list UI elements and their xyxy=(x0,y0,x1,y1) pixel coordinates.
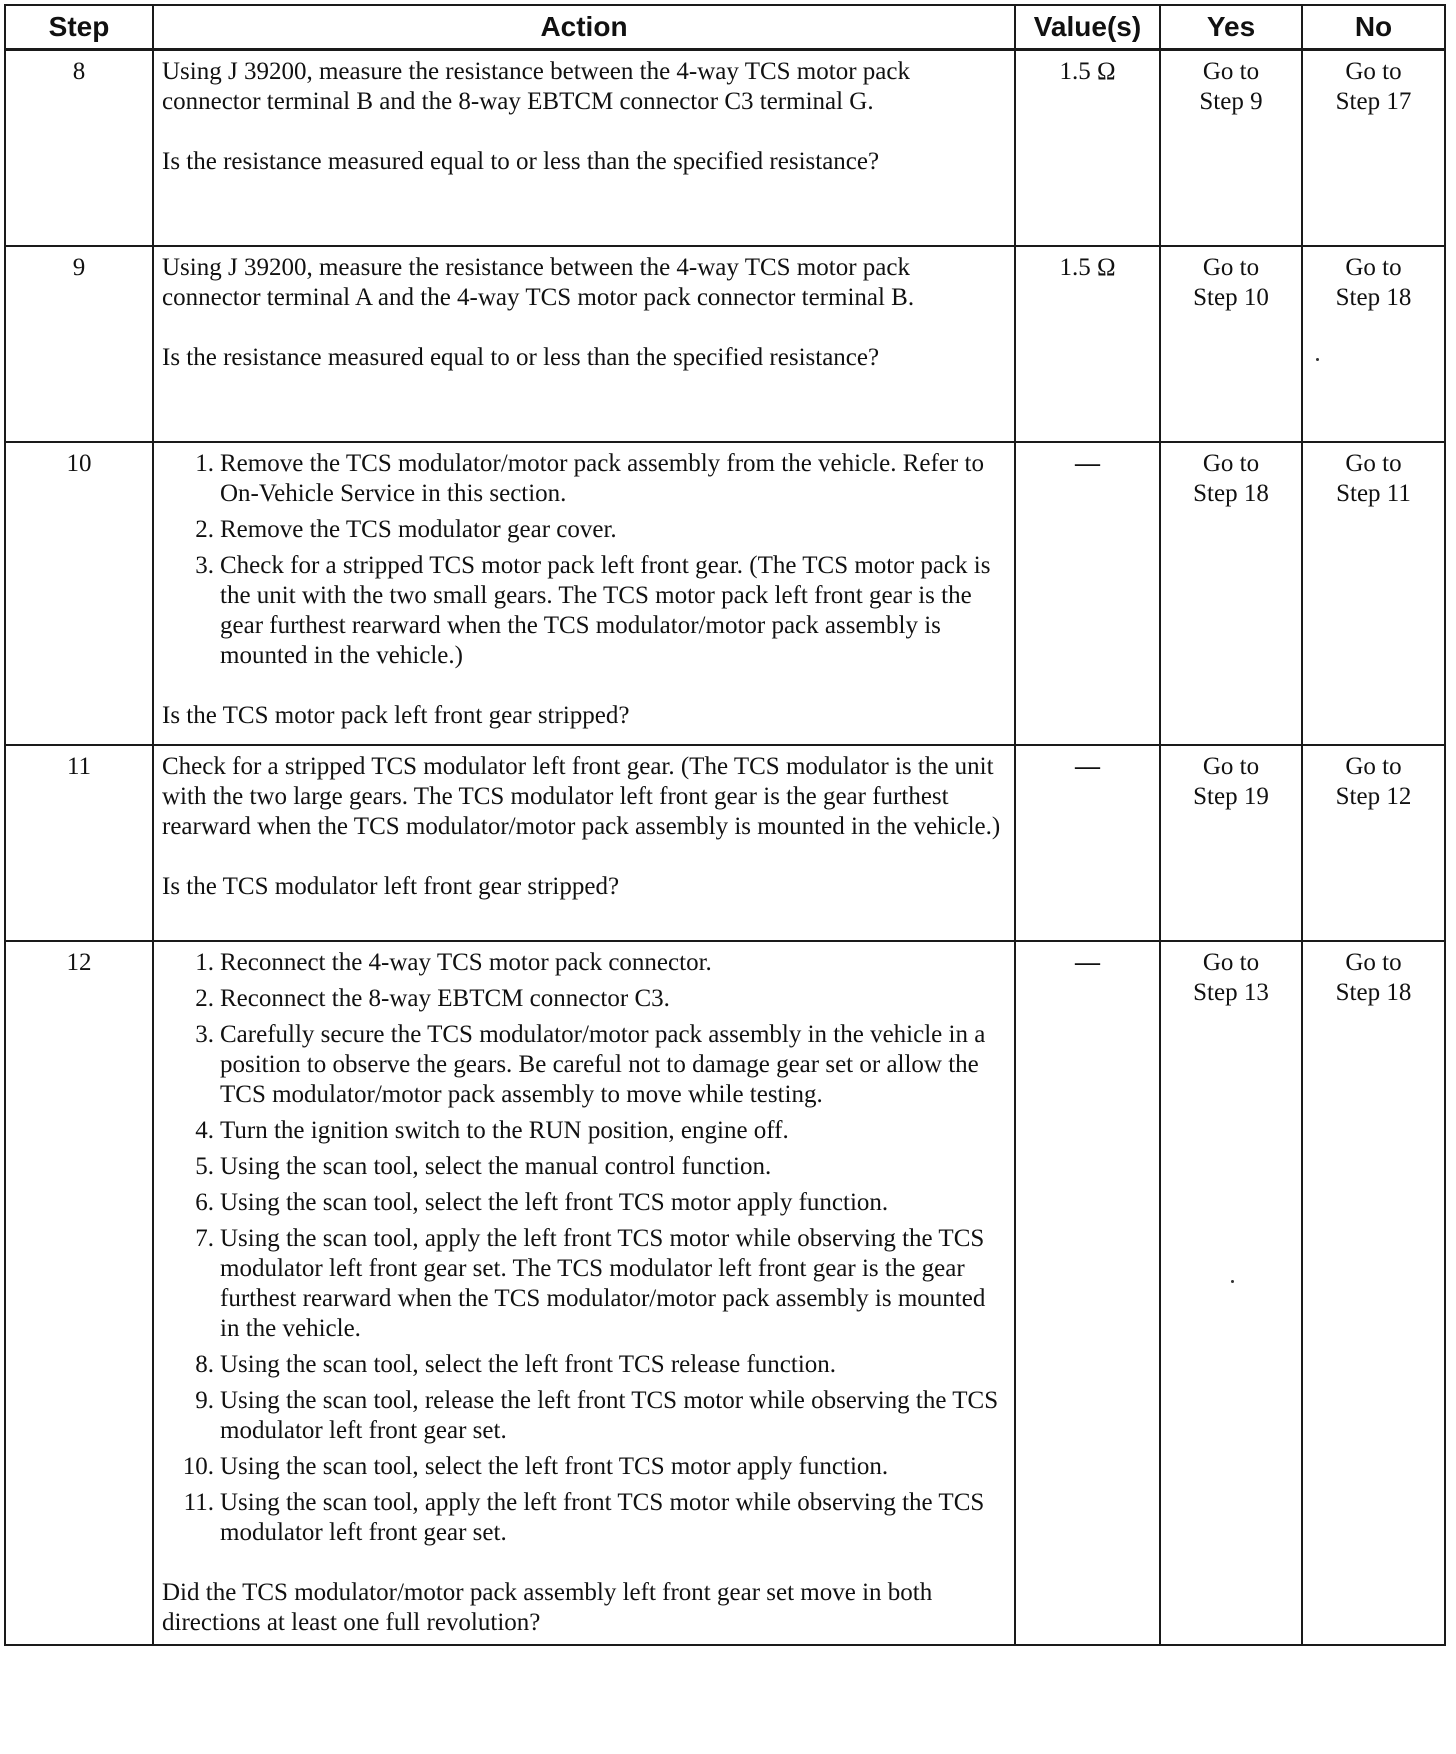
no-goto: Go to xyxy=(1345,253,1402,281)
value-cell xyxy=(1015,941,1160,1645)
yes-goto: Go to xyxy=(1202,253,1260,281)
no-step-link: Step 18 xyxy=(1335,978,1412,1006)
action-cell xyxy=(153,50,1015,246)
no-goto: Go to xyxy=(1345,449,1402,477)
scan-speck xyxy=(1316,358,1319,361)
header-no: No xyxy=(1302,5,1445,50)
yes-cell xyxy=(1160,50,1302,246)
header-action: Action xyxy=(153,5,1015,50)
table-row xyxy=(5,941,1445,1645)
no-cell xyxy=(1302,246,1445,442)
list-item: 8. Using the scan tool, select the left front TCS release function. xyxy=(195,1350,837,1378)
header-values: Value(s) xyxy=(1015,5,1160,50)
no-step-link: Step 11 xyxy=(1336,479,1411,507)
scan-speck xyxy=(1231,1280,1234,1283)
list-item: 3. Check for a stripped TCS motor pack left front gear. (The TCS motor pack is the unit with the two small gears. The TCS motor pack left front gear is the gear furthest rearward when the TCS modulator/motor pack assembly is mounted in the vehicle.) xyxy=(195,551,991,669)
no-goto: Go to xyxy=(1345,948,1402,976)
list-item: 9. Using the scan tool, release the left front TCS motor while observing the TCS modulator left front gear set. xyxy=(195,1386,999,1444)
yes-cell xyxy=(1160,442,1302,745)
list-item: 5. Using the scan tool, select the manual control function. xyxy=(195,1152,772,1180)
no-goto: Go to xyxy=(1345,58,1402,85)
action-text: Check for a stripped TCS modulator left front gear. (The TCS modulator is the unit with the two large gears. The TCS modulator left front gear is the gear furthest rearward when the TCS modulator/motor pack assembly is mounted in the vehicle.) xyxy=(162,752,1001,840)
no-cell xyxy=(1302,50,1445,246)
no-step-link: Step 17 xyxy=(1335,88,1412,115)
step-number: 12 xyxy=(5,941,153,1645)
not-applicable-dash: — xyxy=(1075,752,1100,780)
action-question: Is the TCS modulator left front gear stripped? xyxy=(162,872,620,900)
yes-goto: Go to xyxy=(1202,752,1260,780)
no-step-link: Step 12 xyxy=(1335,782,1412,810)
action-question: Is the resistance measured equal to or less than the specified resistance? xyxy=(162,148,880,175)
action-cell xyxy=(153,246,1015,442)
no-goto: Go to xyxy=(1345,752,1402,780)
table-row xyxy=(5,246,1445,442)
yes-step-link: Step 18 xyxy=(1193,479,1269,507)
action-list xyxy=(162,948,1006,1548)
action-question: Is the TCS motor pack left front gear stripped? xyxy=(162,701,630,729)
table-header-row xyxy=(5,5,1445,50)
table-row xyxy=(5,442,1445,745)
yes-goto: Go to xyxy=(1202,948,1260,976)
table-row xyxy=(5,745,1445,941)
yes-goto: Go to xyxy=(1202,449,1260,477)
yes-step-link: Step 10 xyxy=(1193,283,1269,311)
header-step: Step xyxy=(5,5,153,50)
list-item: 1. Reconnect the 4-way TCS motor pack connector. xyxy=(195,948,712,976)
action-question: Is the resistance measured equal to or less than the specified resistance? xyxy=(162,343,880,371)
table-row xyxy=(5,50,1445,246)
action-cell xyxy=(153,941,1015,1645)
value-cell: 1.5 Ω xyxy=(1015,50,1160,246)
yes-step-link: Step 19 xyxy=(1193,782,1269,810)
list-item: 4. Turn the ignition switch to the RUN position, engine off. xyxy=(195,1116,789,1144)
value-cell xyxy=(1015,745,1160,941)
yes-step-link: Step 13 xyxy=(1193,978,1269,1006)
yes-step-link: Step 9 xyxy=(1199,88,1263,115)
not-applicable-dash: — xyxy=(1075,449,1100,477)
header-yes: Yes xyxy=(1160,5,1302,50)
step-number: 8 xyxy=(5,50,153,246)
action-cell xyxy=(153,442,1015,745)
action-text: Using J 39200, measure the resistance between the 4-way TCS motor pack connector terminal A and the 4-way TCS motor pack connector terminal B. xyxy=(162,253,915,311)
list-item: 10. Using the scan tool, select the left front TCS motor apply function. xyxy=(182,1452,889,1480)
action-question: Did the TCS modulator/motor pack assembly left front gear set move in both directions at least one full revolution? xyxy=(162,1578,933,1636)
no-cell xyxy=(1302,745,1445,941)
step-number: 10 xyxy=(5,442,153,745)
value-cell: 1.5 Ω xyxy=(1015,246,1160,442)
step-number: 9 xyxy=(5,246,153,442)
yes-cell xyxy=(1160,941,1302,1645)
list-item: 7. Using the scan tool, apply the left front TCS motor while observing the TCS modulator left front gear set. The TCS modulator left front gear is the gear furthest rearward when the TCS modulator/motor pack assembly is mounted in the vehicle. xyxy=(195,1224,986,1342)
list-item: 6. Using the scan tool, select the left front TCS motor apply function. xyxy=(195,1188,889,1216)
no-step-link: Step 18 xyxy=(1335,283,1412,311)
no-cell xyxy=(1302,941,1445,1645)
not-applicable-dash: — xyxy=(1075,948,1100,976)
action-list xyxy=(162,449,1006,671)
yes-cell xyxy=(1160,246,1302,442)
list-item: 11. Using the scan tool, apply the left front TCS motor while observing the TCS modulator left front gear set. xyxy=(183,1488,985,1546)
yes-cell xyxy=(1160,745,1302,941)
yes-goto: Go to xyxy=(1202,58,1260,85)
no-cell xyxy=(1302,442,1445,745)
action-text: Using J 39200, measure the resistance between the 4-way TCS motor pack connector terminal B and the 8-way EBTCM connector C3 terminal G. xyxy=(162,58,910,115)
list-item: 3. Carefully secure the TCS modulator/motor pack assembly in the vehicle in a position to observe the gears. Be careful not to damage gear set or allow the TCS modulator/motor pack assembly to move while testing. xyxy=(195,1020,986,1108)
action-cell xyxy=(153,745,1015,941)
list-item: 2. Remove the TCS modulator gear cover. xyxy=(195,515,617,543)
diagnostic-table xyxy=(4,4,1446,1646)
step-number: 11 xyxy=(5,745,153,941)
list-item: 2. Reconnect the 8-way EBTCM connector C3. xyxy=(195,984,670,1012)
value-cell xyxy=(1015,442,1160,745)
list-item: 1. Remove the TCS modulator/motor pack assembly from the vehicle. Refer to On-Vehicle Service in this section. xyxy=(195,449,984,507)
